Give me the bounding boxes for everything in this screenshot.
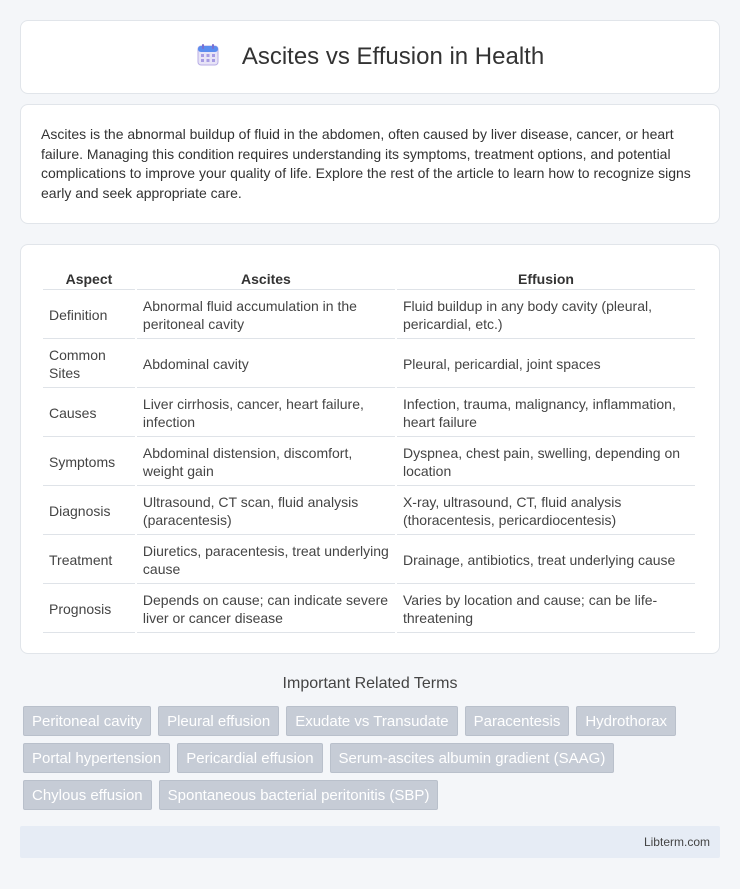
row-aspect: Treatment <box>43 537 135 584</box>
intro-card <box>20 104 720 224</box>
header-card <box>20 20 720 94</box>
related-term-tag[interactable]: Portal hypertension <box>23 743 170 773</box>
related-term-tag[interactable]: Pleural effusion <box>158 706 279 736</box>
row-ascites: Abnormal fluid accumulation in the peritoneal cavity <box>137 292 395 339</box>
header-ascites: Ascites <box>137 267 395 290</box>
title-wrap <box>196 43 544 72</box>
row-ascites: Ultrasound, CT scan, fluid analysis (paracentesis) <box>137 488 395 535</box>
row-effusion: Drainage, antibiotics, treat underlying cause <box>397 537 695 584</box>
related-term-tag[interactable]: Chylous effusion <box>23 780 152 810</box>
table-row <box>43 537 695 584</box>
row-ascites: Abdominal distension, discomfort, weight gain <box>137 439 395 486</box>
header-effusion: Effusion <box>397 267 695 290</box>
row-ascites: Abdominal cavity <box>137 341 395 388</box>
table-row <box>43 439 695 486</box>
calendar-icon <box>196 43 220 72</box>
comparison-table <box>41 265 697 635</box>
row-aspect: Common Sites <box>43 341 135 388</box>
related-term-tag[interactable]: Paracentesis <box>465 706 570 736</box>
row-aspect: Prognosis <box>43 586 135 633</box>
row-ascites: Depends on cause; can indicate severe liver or cancer disease <box>137 586 395 633</box>
row-ascites: Diuretics, paracentesis, treat underlying cause <box>137 537 395 584</box>
table-header-row <box>43 267 695 290</box>
table-row <box>43 292 695 339</box>
table-row <box>43 390 695 437</box>
related-terms-title: Important Related Terms <box>282 675 458 692</box>
table-row <box>43 341 695 388</box>
comparison-table-card <box>20 244 720 654</box>
footer <box>20 826 720 858</box>
row-ascites: Liver cirrhosis, cancer, heart failure, infection <box>137 390 395 437</box>
related-term-tag[interactable]: Pericardial effusion <box>177 743 322 773</box>
table-row <box>43 586 695 633</box>
row-effusion: Pleural, pericardial, joint spaces <box>397 341 695 388</box>
row-effusion: Varies by location and cause; can be life-threatening <box>397 586 695 633</box>
related-term-tag[interactable]: Spontaneous bacterial peritonitis (SBP) <box>159 780 439 810</box>
row-effusion: X-ray, ultrasound, CT, fluid analysis (thoracentesis, pericardiocentesis) <box>397 488 695 535</box>
table-row <box>43 488 695 535</box>
row-aspect: Symptoms <box>43 439 135 486</box>
related-terms-list <box>23 706 723 810</box>
row-effusion: Fluid buildup in any body cavity (pleural, pericardial, etc.) <box>397 292 695 339</box>
page-title: Ascites vs Effusion in Health <box>241 43 545 70</box>
header-aspect: Aspect <box>43 267 135 290</box>
row-aspect: Causes <box>43 390 135 437</box>
related-term-tag[interactable]: Peritoneal cavity <box>23 706 151 736</box>
row-effusion: Dyspnea, chest pain, swelling, depending on location <box>397 439 695 486</box>
row-effusion: Infection, trauma, malignancy, inflammation, heart failure <box>397 390 695 437</box>
related-term-tag[interactable]: Hydrothorax <box>576 706 676 736</box>
row-aspect: Definition <box>43 292 135 339</box>
related-term-tag[interactable]: Exudate vs Transudate <box>286 706 457 736</box>
footer-site-link[interactable]: Libterm.com <box>643 835 710 849</box>
related-term-tag[interactable]: Serum-ascites albumin gradient (SAAG) <box>330 743 615 773</box>
row-aspect: Diagnosis <box>43 488 135 535</box>
intro-paragraph: Ascites is the abnormal buildup of fluid in the abdomen, often caused by liver disease, cancer, or heart failure. Managing this condition requires understanding its symptoms, treatment options, and potential complications to improve your quality of life. Explore the rest of the article to learn how to recognize signs early and seek appropriate care. <box>41 126 691 201</box>
